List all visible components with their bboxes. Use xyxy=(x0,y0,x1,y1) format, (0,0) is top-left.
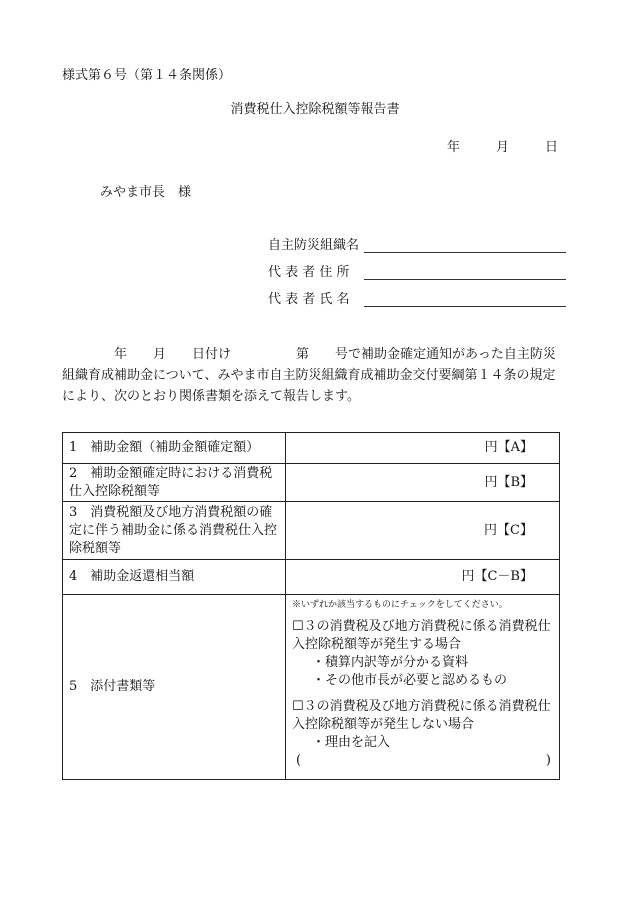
checkbox[interactable]: ☐ xyxy=(292,619,304,634)
form-number: 様式第６号（第１４条関係） xyxy=(62,68,232,83)
attachment-cell xyxy=(286,595,560,780)
row-value[interactable]: 円【C－B】 xyxy=(286,560,560,595)
row-label: 3 消費税額及び地方消費税額の確定に伴う補助金に係る消費税仕入控除税額等 xyxy=(63,502,286,560)
row-label: 1 補助金額（補助金額確定額） xyxy=(63,433,286,464)
addressee: みやま市長 様 xyxy=(100,185,192,200)
option-text: ３の消費税及び地方消費税に係る消費税仕入控除税額等が発生する場合 xyxy=(292,619,551,652)
row-label: 5 添付書類等 xyxy=(63,595,286,780)
day-label: 日 xyxy=(544,140,558,155)
option-item: ・理由を記入 xyxy=(312,735,391,750)
option-text: ３の消費税及び地方消費税に係る消費税仕入控除税額等が発生しない場合 xyxy=(292,699,551,732)
table-row xyxy=(63,464,560,502)
option-block xyxy=(292,698,553,734)
row-label: 2 補助金額確定時における消費税仕入控除税額等 xyxy=(63,464,286,502)
sender-address-row xyxy=(268,261,566,280)
option-item: ・その他市長が必要と認めるもの xyxy=(312,673,508,688)
rep-address-label: 代 表 者 住 所 xyxy=(268,265,350,280)
row-value[interactable]: 円【B】 xyxy=(286,464,560,502)
org-name-field[interactable] xyxy=(364,238,566,253)
report-body: 年 月 日付け 第 号で補助金確定通知があった自主防災組織育成補助金について、みやま市自主防災組織育成補助金交付要綱第１４条の規定により、次のとおり関係書類を添えて報告します。 xyxy=(62,347,556,404)
row-label: 4 補助金返還相当額 xyxy=(63,560,286,595)
reason-field[interactable] xyxy=(292,752,553,770)
rep-name-label: 代 表 者 氏 名 xyxy=(268,292,350,307)
sender-org-row xyxy=(268,234,566,253)
date-line xyxy=(447,136,558,155)
table-row xyxy=(63,502,560,560)
rep-address-field[interactable] xyxy=(364,265,566,280)
paren-close: ) xyxy=(545,753,551,768)
org-name-label: 自主防災組織名 xyxy=(268,238,360,253)
checkbox[interactable]: ☐ xyxy=(292,699,304,714)
check-note: ※いずれか該当するものにチェックをしてください。 xyxy=(292,600,508,610)
report-table xyxy=(62,432,560,780)
document-title: 消費税仕入控除税額等報告書 xyxy=(230,102,400,117)
option-block xyxy=(292,618,553,654)
row-value[interactable]: 円【C】 xyxy=(286,502,560,560)
table-row xyxy=(63,560,560,595)
table-row xyxy=(63,595,560,780)
paren-open: ( xyxy=(296,753,302,768)
option-item: ・積算内訳等が分かる資料 xyxy=(312,655,469,670)
table-row xyxy=(63,433,560,464)
rep-name-field[interactable] xyxy=(364,292,566,307)
sender-name-row xyxy=(268,288,566,307)
month-label: 月 xyxy=(495,140,509,155)
row-value[interactable]: 円【A】 xyxy=(286,433,560,464)
year-label: 年 xyxy=(446,140,460,155)
